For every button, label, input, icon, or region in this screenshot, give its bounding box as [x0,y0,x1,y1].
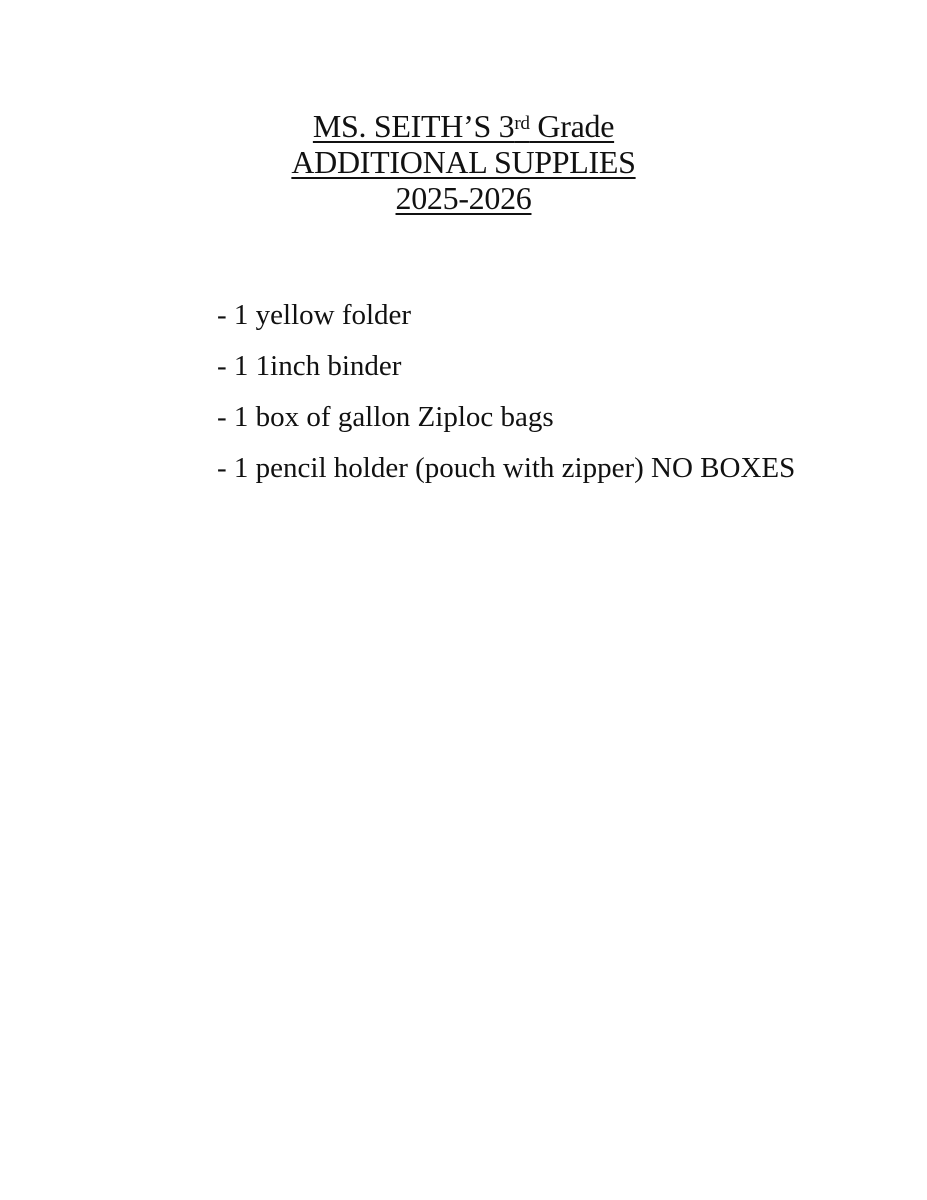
supply-item: - 1 box of gallon Ziploc bags [217,401,554,433]
supply-item: - 1 pencil holder (pouch with zipper) NO BOXES [217,452,796,484]
supply-item: - 1 1inch binder [217,350,402,382]
ordinal-superscript: rd [514,112,530,134]
title-line-years-text: 2025-2026 [395,180,532,216]
supplies-list [0,290,927,494]
document-title [0,0,927,216]
title-line-supplies [0,144,927,180]
title-line-grade-text [313,108,614,144]
supply-item: - 1 yellow folder [217,299,412,331]
title-line-supplies-text: ADDITIONAL SUPPLIES [291,144,636,180]
title-line-grade [0,108,927,144]
title-grade-pre: MS. SEITH’S 3 [312,108,515,144]
title-line-years [0,180,927,216]
title-grade-post: Grade [529,108,615,144]
